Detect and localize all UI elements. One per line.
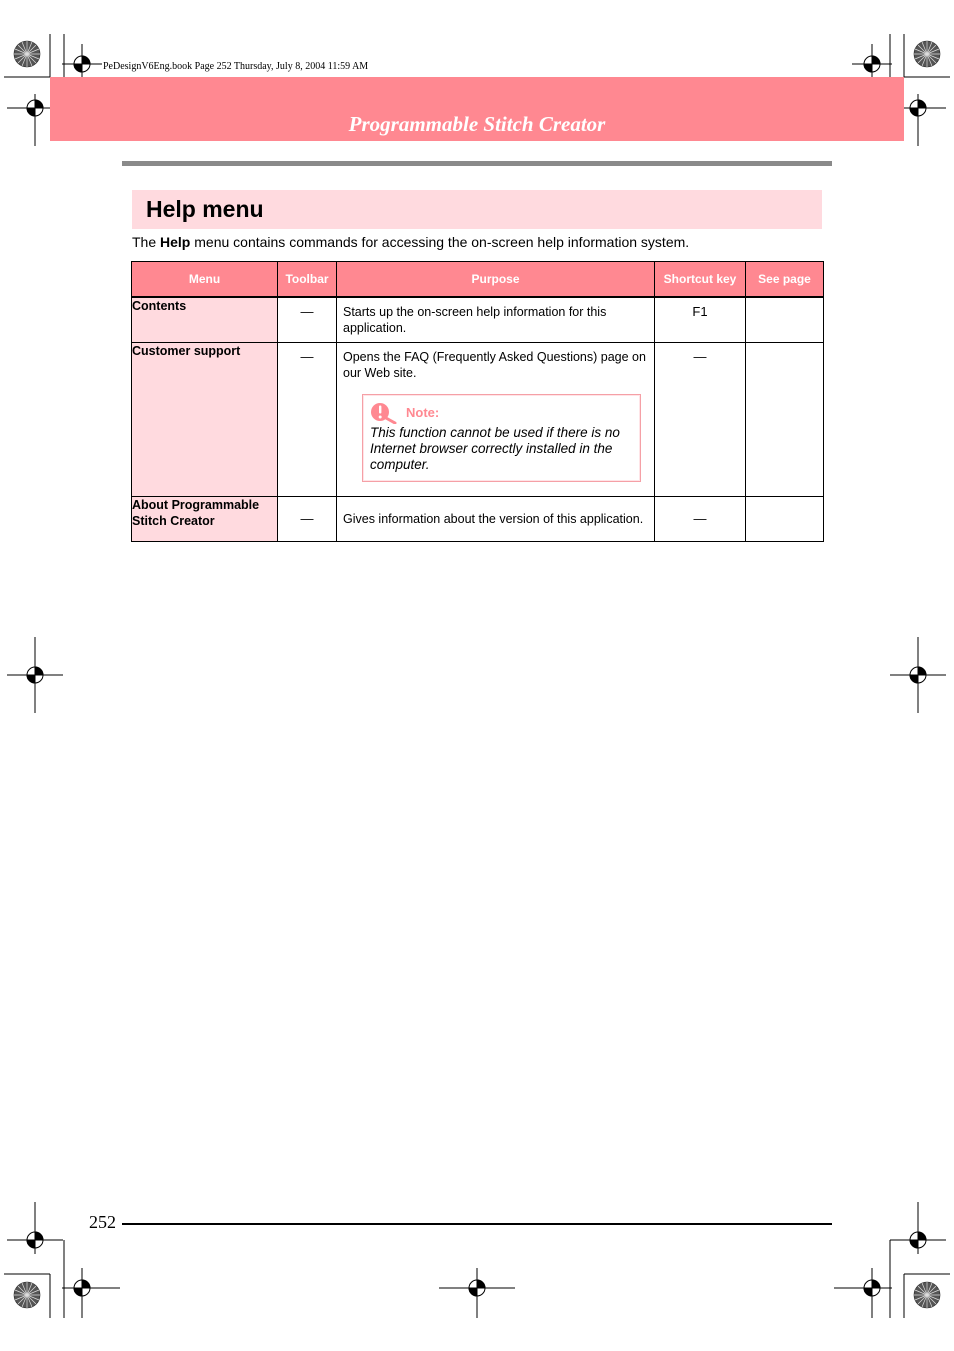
section-title: Help menu (146, 196, 264, 222)
intro-bold: Help (160, 234, 191, 250)
header-shortcut-key: Shortcut key (655, 262, 746, 298)
note-magnifier-icon (370, 402, 392, 424)
footer-rule (122, 1223, 832, 1225)
see-page-cell (746, 297, 824, 342)
purpose-cell (337, 496, 655, 541)
toolbar-cell (278, 496, 337, 541)
starburst-mark-icon (14, 41, 940, 1308)
note-title: Note: (406, 405, 440, 420)
toolbar-value: — (300, 348, 314, 364)
shortcut-value: — (693, 348, 707, 364)
chapter-title: Programmable Stitch Creator (348, 112, 606, 136)
purpose-text: Starts up the on-screen help information for this application. (343, 305, 607, 335)
header-purpose: Purpose (337, 262, 655, 298)
purpose-cell (337, 297, 655, 342)
section-header-band (132, 190, 822, 229)
table-row (132, 297, 824, 342)
note-box (362, 394, 641, 482)
toolbar-cell (278, 342, 337, 496)
purpose-text: Gives information about the version of this application. (343, 511, 644, 526)
intro-paragraph (132, 234, 689, 250)
shortcut-value: — (693, 511, 707, 526)
see-page-cell (746, 342, 824, 496)
purpose-cell (337, 342, 655, 496)
shortcut-cell (655, 297, 746, 342)
toolbar-cell (278, 297, 337, 342)
table-row (132, 342, 824, 496)
shortcut-cell (655, 496, 746, 541)
note-text: This function cannot be used if there is no Internet browser correctly installed in the computer. (370, 424, 620, 472)
menu-cell: Customer support (132, 342, 278, 496)
shortcut-cell (655, 342, 746, 496)
toolbar-value: — (300, 511, 314, 526)
menu-cell: Contents (132, 297, 278, 342)
header-see-page: See page (746, 262, 824, 298)
purpose-text: Opens the FAQ (Frequently Asked Questions) page on our Web site. (343, 349, 646, 380)
intro-post: menu contains commands for accessing the on-screen help information system. (190, 234, 690, 250)
menu-cell: About Programmable Stitch Creator (132, 496, 278, 541)
table-row (132, 496, 824, 541)
see-page-cell (746, 496, 824, 541)
help-menu-table (131, 261, 824, 542)
chapter-header-band (50, 77, 904, 141)
print-meta-line: PeDesignV6Eng.book Page 252 Thursday, July 8, 2004 11:59 AM (103, 61, 369, 72)
shortcut-value: F1 (692, 304, 708, 319)
intro-pre: The (132, 234, 161, 250)
toolbar-value: — (300, 304, 314, 319)
top-rule (122, 161, 832, 166)
page-number: 252 (89, 1212, 116, 1232)
note-header (370, 403, 632, 423)
header-toolbar: Toolbar (278, 262, 337, 298)
table-header-row (132, 262, 824, 298)
header-menu: Menu (132, 262, 278, 298)
